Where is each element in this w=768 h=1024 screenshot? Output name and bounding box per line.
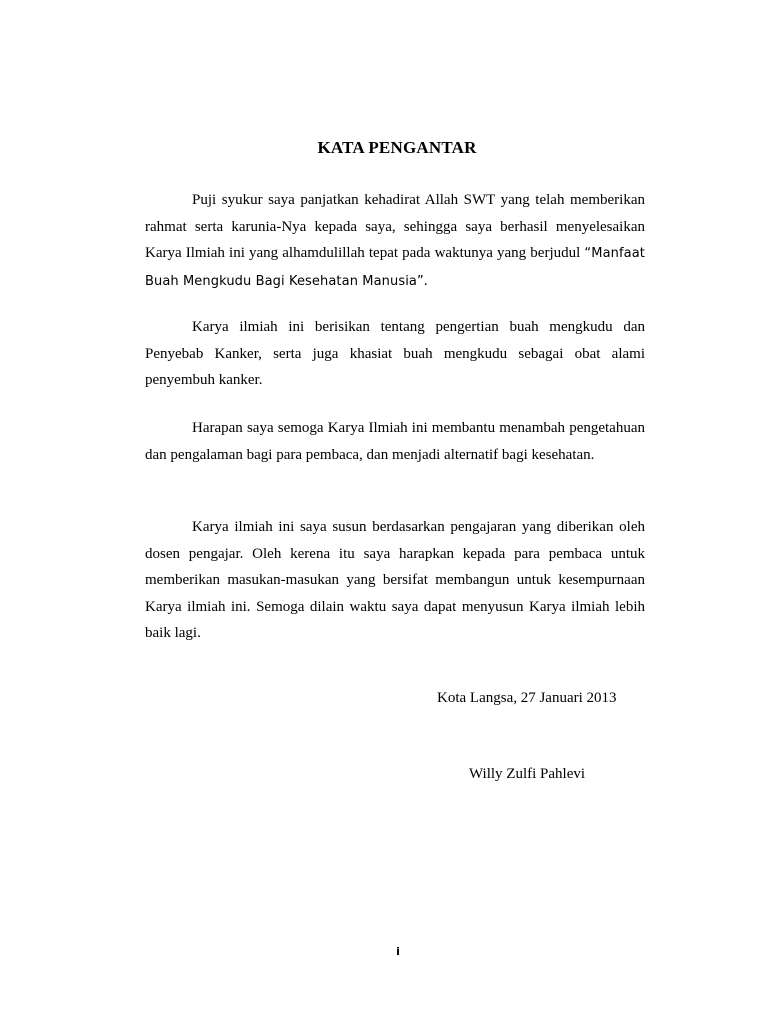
work-title-quote: “Manfaat Buah Mengkudu Bagi Kesehatan Manusia” (145, 246, 645, 289)
place-date: Kota Langsa, 27 Januari 2013 (437, 690, 617, 706)
paragraph-opening (145, 187, 645, 295)
paragraph-opening-end: . (423, 272, 428, 289)
page-title: KATA PENGANTAR (317, 138, 477, 157)
paragraph-opening-text: Puji syukur saya panjatkan kehadirat Allah SWT yang telah memberikan rahmat serta karunia-Nya kepada saya, sehingga saya berhasil menyelesaikan Karya Ilmiah ini yang alhamdulillah tepat pada waktunya yang berjudul (145, 192, 645, 261)
page-number: i (396, 945, 400, 958)
author-name: Willy Zulfi Pahlevi (469, 766, 586, 782)
paragraph-closing: Karya ilmiah ini saya susun berdasarkan pengajaran yang diberikan oleh dosen pengajar. Oleh kerena itu saya harapkan kepada para pembaca untuk memberikan masukan-masukan yang bersifat membangun untuk kesempurnaan Karya ilmiah ini. Semoga dilain waktu saya dapat menyusun Karya ilmiah lebih baik lagi. (145, 519, 645, 641)
paragraph-hope: Harapan saya semoga Karya Ilmiah ini membantu menambah pengetahuan dan pengalaman bagi para pembaca, dan menjadi alternatif bagi kesehatan. (145, 420, 645, 463)
paragraph-content: Karya ilmiah ini berisikan tentang pengertian buah mengkudu dan Penyebab Kanker, serta juga khasiat buah mengkudu sebagai obat alami penyembuh kanker. (145, 319, 645, 388)
